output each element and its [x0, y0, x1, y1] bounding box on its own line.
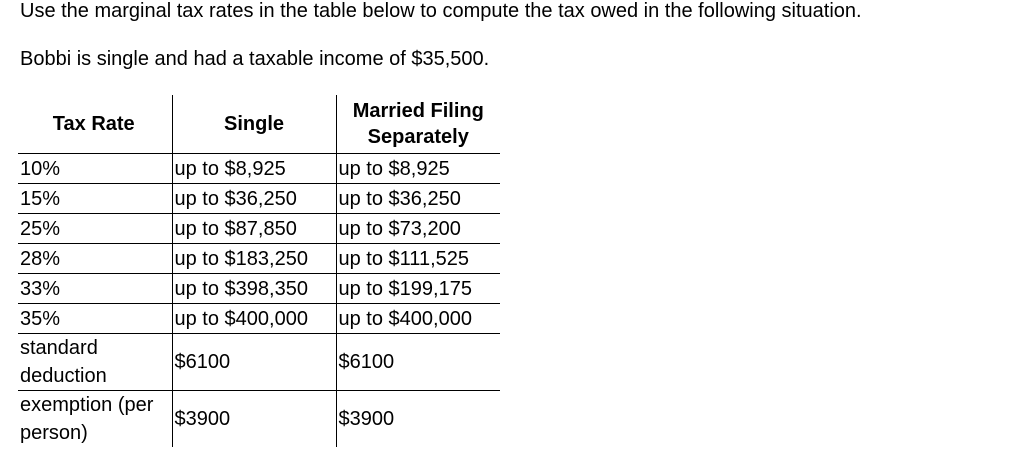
rate-cell: 33% — [18, 274, 172, 304]
problem-statement: Bobbi is single and had a taxable income of $35,500. — [20, 48, 490, 70]
tax-rate-table — [18, 95, 500, 447]
married-separately-cell: up to $199,175 — [336, 274, 500, 304]
header-married-filing-separately: Married Filing Separately — [336, 95, 500, 154]
single-cell: up to $400,000 — [172, 304, 336, 334]
table-row-exemption — [18, 391, 500, 448]
single-cell: $6100 — [172, 334, 336, 391]
single-cell: up to $87,850 — [172, 214, 336, 244]
single-cell: up to $36,250 — [172, 184, 336, 214]
table-row — [18, 214, 500, 244]
rate-cell: 15% — [18, 184, 172, 214]
married-separately-cell: up to $73,200 — [336, 214, 500, 244]
standard-deduction-label: standard deduction — [18, 334, 172, 391]
single-cell: up to $8,925 — [172, 154, 336, 184]
married-separately-cell: up to $111,525 — [336, 244, 500, 274]
table-row-standard-deduction — [18, 334, 500, 391]
rate-cell: 25% — [18, 214, 172, 244]
single-cell: $3900 — [172, 391, 336, 448]
instruction-text: Use the marginal tax rates in the table below to compute the tax owed in the following situation. — [20, 0, 862, 22]
married-separately-cell: $6100 — [336, 334, 500, 391]
header-tax-rate: Tax Rate — [18, 95, 172, 154]
single-cell: up to $398,350 — [172, 274, 336, 304]
single-cell: up to $183,250 — [172, 244, 336, 274]
table-row — [18, 154, 500, 184]
rate-cell: 10% — [18, 154, 172, 184]
exemption-label: exemption (per person) — [20, 394, 154, 444]
rate-cell: 35% — [18, 304, 172, 334]
table-row — [18, 304, 500, 334]
header-single: Single — [172, 95, 336, 154]
table-row — [18, 274, 500, 304]
table-row — [18, 244, 500, 274]
married-separately-cell: up to $8,925 — [336, 154, 500, 184]
married-separately-cell: up to $400,000 — [336, 304, 500, 334]
table-row — [18, 184, 500, 214]
married-separately-cell: $3900 — [336, 391, 500, 448]
married-separately-cell: up to $36,250 — [336, 184, 500, 214]
table-header-row — [18, 95, 500, 154]
rate-cell: 28% — [18, 244, 172, 274]
